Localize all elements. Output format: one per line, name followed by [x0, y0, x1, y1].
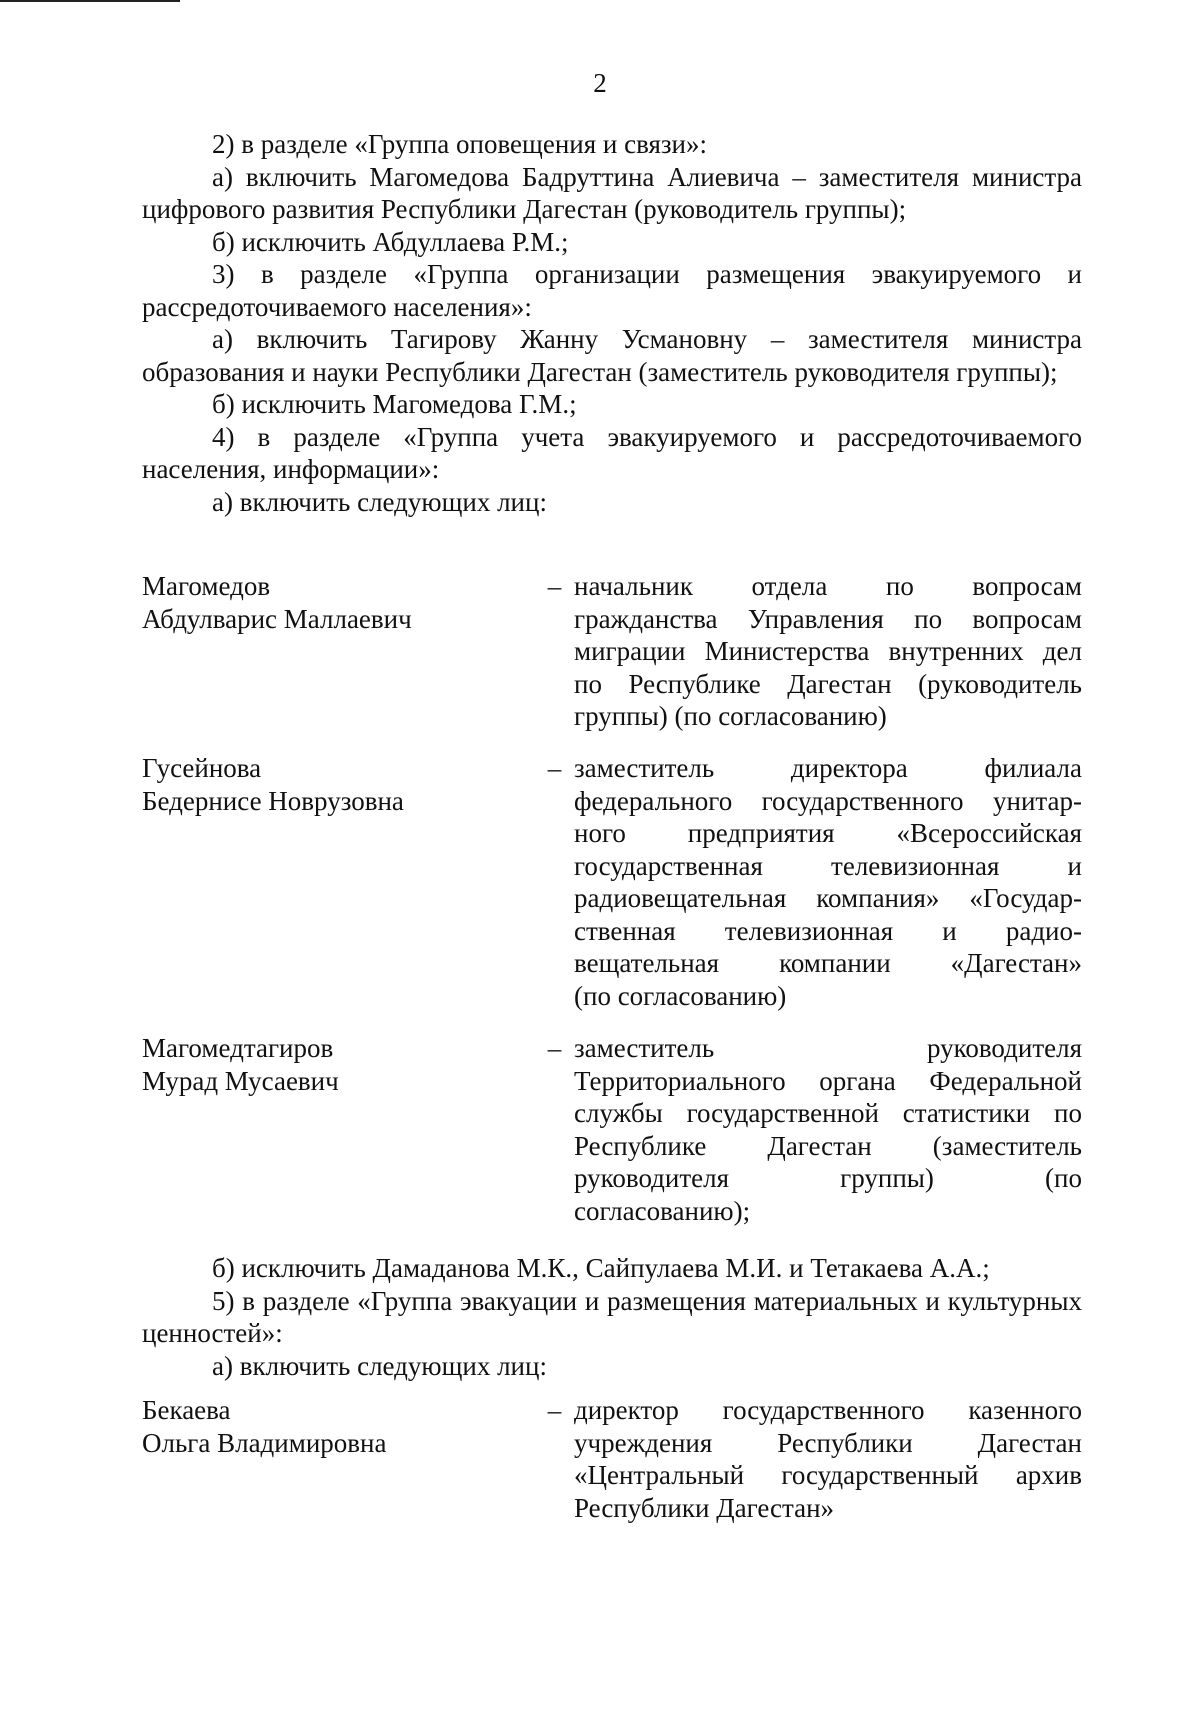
dash-separator: – — [547, 1033, 562, 1063]
paragraph-item-3: 3) в разделе «Группа организации размещения эвакуируемого и рассредоточиваемого населения»: — [142, 259, 1082, 322]
description-line: заместитель директора филиала — [574, 753, 1082, 783]
paragraph-item-5: 5) в разделе «Группа эвакуации и размещения материальных и культурных ценностей»: — [142, 1285, 1082, 1348]
description-line: Республики Дагестан» — [574, 1492, 835, 1523]
dash-separator: – — [547, 753, 562, 783]
description-line: гражданства Управления по вопросам — [574, 603, 1082, 634]
person-surname: Магомедов — [142, 571, 271, 601]
person-given-name: Бедернисе Новрузовна — [142, 785, 404, 816]
paragraph-exclude-abdullaev: б) исключить Абдуллаева Р.М.; — [212, 226, 569, 257]
paragraph-exclude-damadanov: б) исключить Дамаданова М.К., Сайпулаева М.И. и Тетакаева А.А.; — [212, 1253, 990, 1283]
paragraph-exclude-magomedov-g: б) исключить Магомедова Г.М.; — [212, 389, 577, 419]
description-line: начальник отдела по вопросам — [574, 571, 1082, 601]
page-number: 2 — [593, 68, 607, 98]
dash-separator: – — [547, 1395, 562, 1425]
paragraph-include-tagirova: а) включить Тагирову Жанну Усмановну – заместителя министра образования и науки Республики Дагестан (заместитель руководителя группы); — [142, 324, 1082, 387]
description-line: службы государственной статистики по — [574, 1098, 1082, 1128]
paragraph-include-following-5: а) включить следующих лиц: — [212, 1350, 547, 1381]
description-line: руководителя группы) (по — [574, 1163, 1082, 1193]
description-line: вещательная компании «Дагестан» — [574, 948, 1082, 978]
description-line: миграции Министерства внутренних дел — [574, 636, 1082, 666]
description-line: Территориального органа Федеральной — [574, 1065, 1082, 1096]
intro-section — [142, 128, 1082, 518]
description-line: по Республике Дагестан (руководитель — [574, 668, 1082, 699]
middle-section — [142, 1252, 1082, 1382]
person-given-name: Ольга Владимировна — [142, 1427, 387, 1458]
person-entry-magomedtagirov — [142, 1032, 1082, 1227]
paragraph-include-magomedov-b: а) включить Магомедова Бадруттина Алиевича – заместителя министра цифрового развития Республики Дагестан (руководитель группы); — [142, 161, 1082, 224]
paragraph-include-following: а) включить следующих лиц: — [212, 486, 547, 517]
description-line: ственная телевизионная и радио- — [574, 915, 1082, 946]
description-line: Республике Дагестан (заместитель — [574, 1130, 1082, 1161]
person-description — [574, 752, 1082, 1012]
person-entry-bekaeva — [142, 1394, 1082, 1524]
description-line: государственная телевизионная и — [574, 850, 1082, 881]
description-line: заместитель руководителя — [574, 1033, 1082, 1063]
description-line: (по согласованию) — [574, 980, 787, 1011]
description-line: учреждения Республики Дагестан — [574, 1427, 1082, 1458]
paragraph-item-4: 4) в разделе «Группа учета эвакуируемого и рассредоточиваемого населения, информации»: — [142, 421, 1082, 484]
description-line: «Центральный государственный архив — [574, 1460, 1082, 1490]
description-line: радиовещательная компания» «Государ- — [574, 883, 1082, 913]
person-description — [574, 1394, 1082, 1524]
person-surname: Бекаева — [142, 1395, 231, 1425]
person-surname: Гусейнова — [142, 753, 262, 783]
description-line: согласованию); — [574, 1195, 751, 1226]
person-description — [574, 1032, 1082, 1227]
person-entry-guseynova — [142, 752, 1082, 1012]
description-line: группы) (по согласованию) — [574, 701, 887, 731]
person-entry-magomedov-a — [142, 570, 1082, 733]
paragraph-item-2: 2) в разделе «Группа оповещения и связи»: — [212, 129, 707, 159]
dash-separator: – — [547, 571, 562, 601]
person-given-name: Абдулварис Маллаевич — [142, 603, 412, 634]
description-line: ного предприятия «Всероссийская — [574, 818, 1082, 848]
person-description — [574, 570, 1082, 733]
description-line: директор государственного казенного — [574, 1395, 1082, 1425]
scan-artifact-line — [0, 0, 180, 2]
description-line: федерального государственного унитар- — [574, 785, 1082, 816]
person-given-name: Мурад Мусаевич — [142, 1065, 339, 1096]
person-surname: Магомедтагиров — [142, 1033, 334, 1063]
